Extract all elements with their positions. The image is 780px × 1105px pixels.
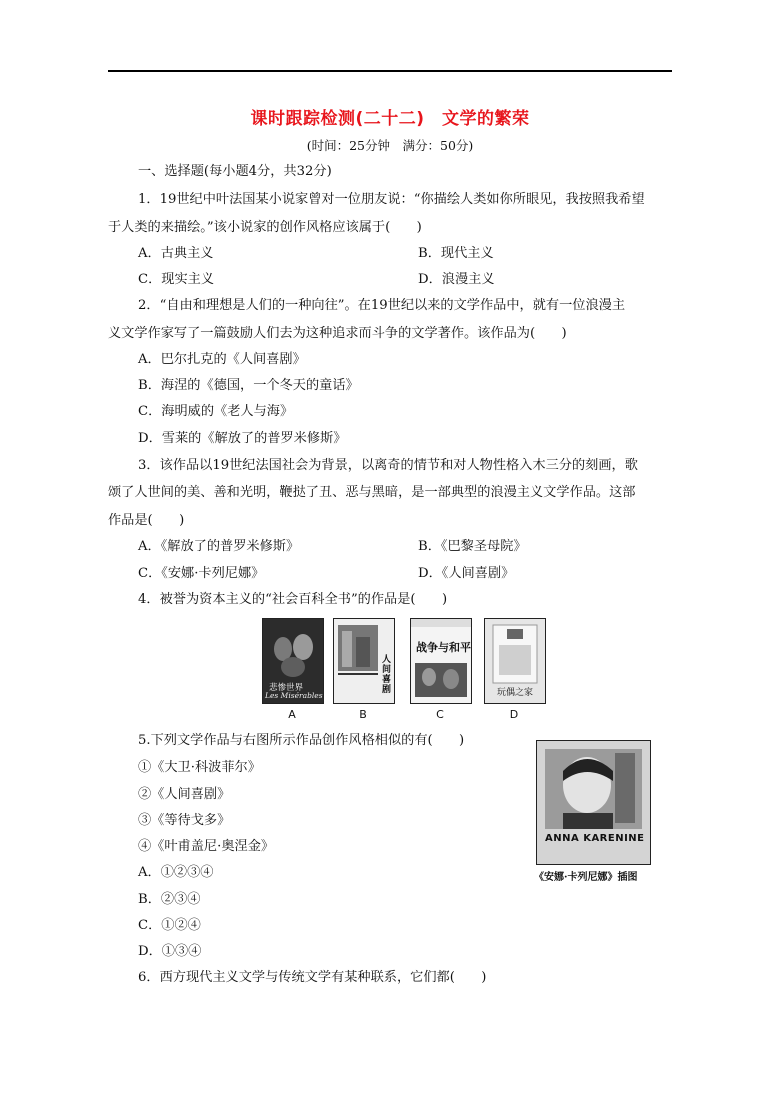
q2-option-b: B．海涅的《德国，一个冬天的童话》 xyxy=(138,378,359,393)
q5-line1: 5.下列文学作品与右图所示作品创作风格相似的有( ) xyxy=(138,733,465,748)
q3-option-c: C．《安娜·卡列尼娜》 xyxy=(138,566,265,581)
q2-option-c: C．海明威的《老人与海》 xyxy=(138,404,294,419)
q2-option-d: D．雪莱的《解放了的普罗米修斯》 xyxy=(138,431,347,446)
q3-option-b: B．《巴黎圣母院》 xyxy=(418,539,527,554)
poster-title: ANNA KARENINE xyxy=(545,833,645,844)
cover-c-image xyxy=(410,618,472,704)
cover-a-title-cn: 悲惨世界 xyxy=(269,683,304,693)
cover-label-a: A xyxy=(288,708,296,721)
cover-label-d: D xyxy=(509,708,519,721)
cover-b-image xyxy=(333,618,395,704)
q3-line1: 3．该作品以19世纪法国社会为背景，以离奇的情节和对人物性格入木三分的刻画，歌 xyxy=(138,458,638,473)
q5-option-c: C．①②④ xyxy=(138,918,201,933)
q5-item-3: ③《等待戈多》 xyxy=(138,813,231,828)
q5-option-a: A．①②③④ xyxy=(138,865,214,880)
q5-item-4: ④《叶甫盖尼·奥涅金》 xyxy=(138,839,275,854)
q2-line2: 义文学作家写了一篇鼓励人们去为这种追求而斗争的文学著作。该作品为( ) xyxy=(108,326,567,341)
page-subtitle: (时间：25分钟 满分：50分) xyxy=(306,138,474,153)
q1-option-d: D．浪漫主义 xyxy=(418,272,495,287)
q3-option-a: A．《解放了的普罗米修斯》 xyxy=(138,539,300,554)
cover-label-b: B xyxy=(359,708,367,721)
anna-karenina-poster xyxy=(536,740,651,865)
header-rule xyxy=(108,70,672,72)
q1-option-b: B．现代主义 xyxy=(418,246,494,261)
q1-line2: 于人类的来描绘。”该小说家的创作风格应该属于( ) xyxy=(108,220,422,235)
q5-item-2: ②《人间喜剧》 xyxy=(138,787,231,802)
q5-option-b: B．②③④ xyxy=(138,892,201,907)
q4-line1: 4．被誉为资本主义的“社会百科全书”的作品是( ) xyxy=(138,592,448,607)
cover-d-title: 玩偶之家 xyxy=(497,688,534,698)
q1-line1: 1．19世纪中叶法国某小说家曾对一位朋友说：“你描绘人类如你所眼见，我按照我希望 xyxy=(138,192,645,207)
cover-c-title: 战争与和平 xyxy=(416,641,471,654)
q6-line1: 6．西方现代主义文学与传统文学有某种联系，它们都( ) xyxy=(138,970,487,985)
q3-option-d: D．《人间喜剧》 xyxy=(418,566,515,581)
q3-line3: 作品是( ) xyxy=(108,513,185,528)
cover-a-title-en: Les Misérables xyxy=(265,691,323,700)
q5-item-1: ①《大卫·科波菲尔》 xyxy=(138,760,261,775)
q1-option-a: A．古典主义 xyxy=(138,246,214,261)
page-title: 课时跟踪检测(二十二) 文学的繁荣 xyxy=(250,109,530,129)
cover-d-image xyxy=(484,618,546,704)
poster-caption: 《安娜·卡列尼娜》插图 xyxy=(534,872,638,883)
q3-line2: 颂了人世间的美、善和光明，鞭挞了丑、恶与黑暗，是一部典型的浪漫主义文学作品。这部 xyxy=(108,485,636,500)
cover-a-image xyxy=(262,618,324,704)
q2-option-a: A．巴尔扎克的《人间喜剧》 xyxy=(138,352,306,367)
section-heading: 一、选择题(每小题4分，共32分) xyxy=(138,164,332,179)
q1-option-c: C．现实主义 xyxy=(138,272,215,287)
cover-label-c: C xyxy=(436,708,444,721)
q5-option-d: D．①③④ xyxy=(138,944,202,959)
cover-b-title: 人间喜剧 xyxy=(382,655,392,695)
q2-line1: 2．“自由和理想是人们的一种向往”。在19世纪以来的文学作品中，就有一位浪漫主 xyxy=(138,298,626,313)
